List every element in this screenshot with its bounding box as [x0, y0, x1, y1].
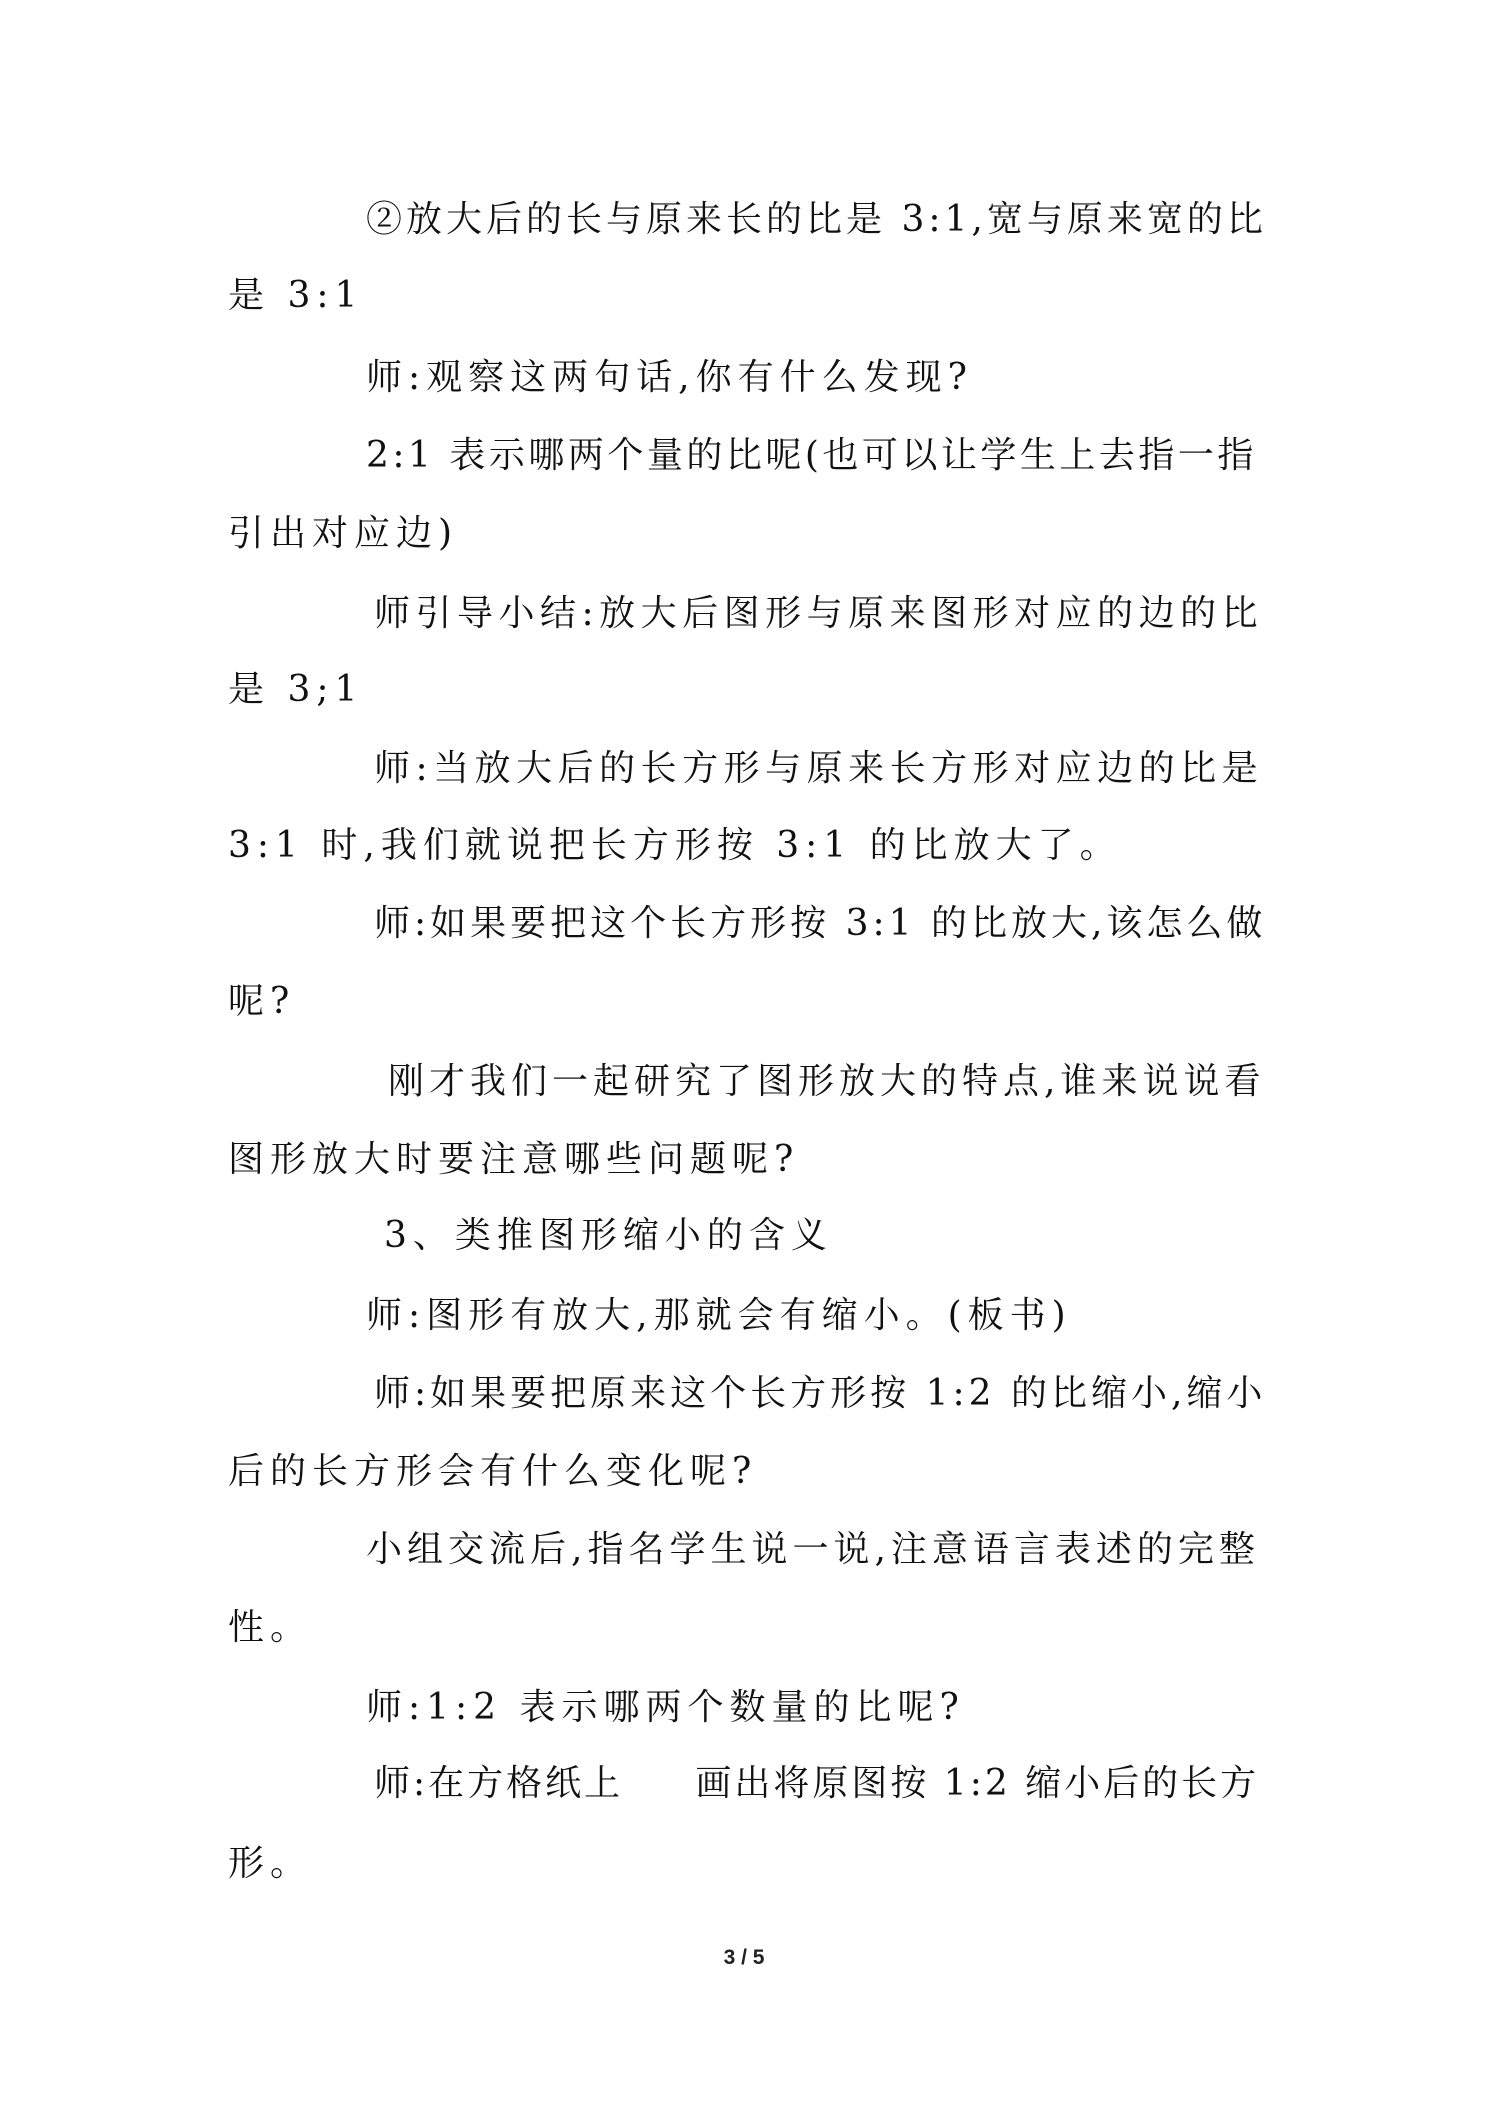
- text-line: 小组交流后,指名学生说一说,注意语言表述的完整: [366, 1529, 1260, 1570]
- text-line: 性。: [228, 1607, 313, 1648]
- text-line: 师:当放大后的长方形与原来长方形对应边的比是: [374, 748, 1264, 789]
- text-line: 形。: [228, 1843, 313, 1884]
- text-line: 引出对应边): [228, 513, 459, 554]
- text-line: 是 3:1: [228, 275, 364, 316]
- text-line: 3、类推图形缩小的含义: [384, 1215, 833, 1256]
- text-line: 师:如果要把原来这个长方形按 1:2 的比缩小,缩小: [374, 1373, 1267, 1414]
- text-line: 刚才我们一起研究了图形放大的特点,谁来说说看: [388, 1061, 1266, 1102]
- page-number: 3 / 5: [723, 1946, 765, 1969]
- text-line: 师:1:2 表示哪两个数量的比呢?: [366, 1687, 965, 1728]
- text-line: ②放大后的长与原来长的比是 3:1,宽与原来宽的比: [366, 199, 1267, 240]
- text-line: 是 3;1: [228, 669, 364, 710]
- text-line: 图形放大时要注意哪些问题呢?: [228, 1139, 800, 1180]
- text-line: 师引导小结:放大后图形与原来图形对应的边的比: [374, 593, 1264, 634]
- text-line: 师:图形有放大,那就会有缩小。(板书): [366, 1295, 1072, 1336]
- text-line: 师:如果要把这个长方形按 3:1 的比放大,该怎么做: [374, 903, 1267, 944]
- text-line: 师:在方格纸上 画出将原图按 1:2 缩小后的长方: [374, 1763, 1260, 1804]
- text-line: 3:1 时,我们就说把长方形按 3:1 的比放大了。: [228, 825, 1122, 866]
- text-line: 后的长方形会有什么变化呢?: [228, 1451, 758, 1492]
- text-line: 师:观察这两句话,你有什么发现?: [366, 357, 973, 398]
- text-line: 呢?: [228, 981, 296, 1022]
- text-line: 2:1 表示哪两个量的比呢(也可以让学生上去指一指: [366, 435, 1257, 476]
